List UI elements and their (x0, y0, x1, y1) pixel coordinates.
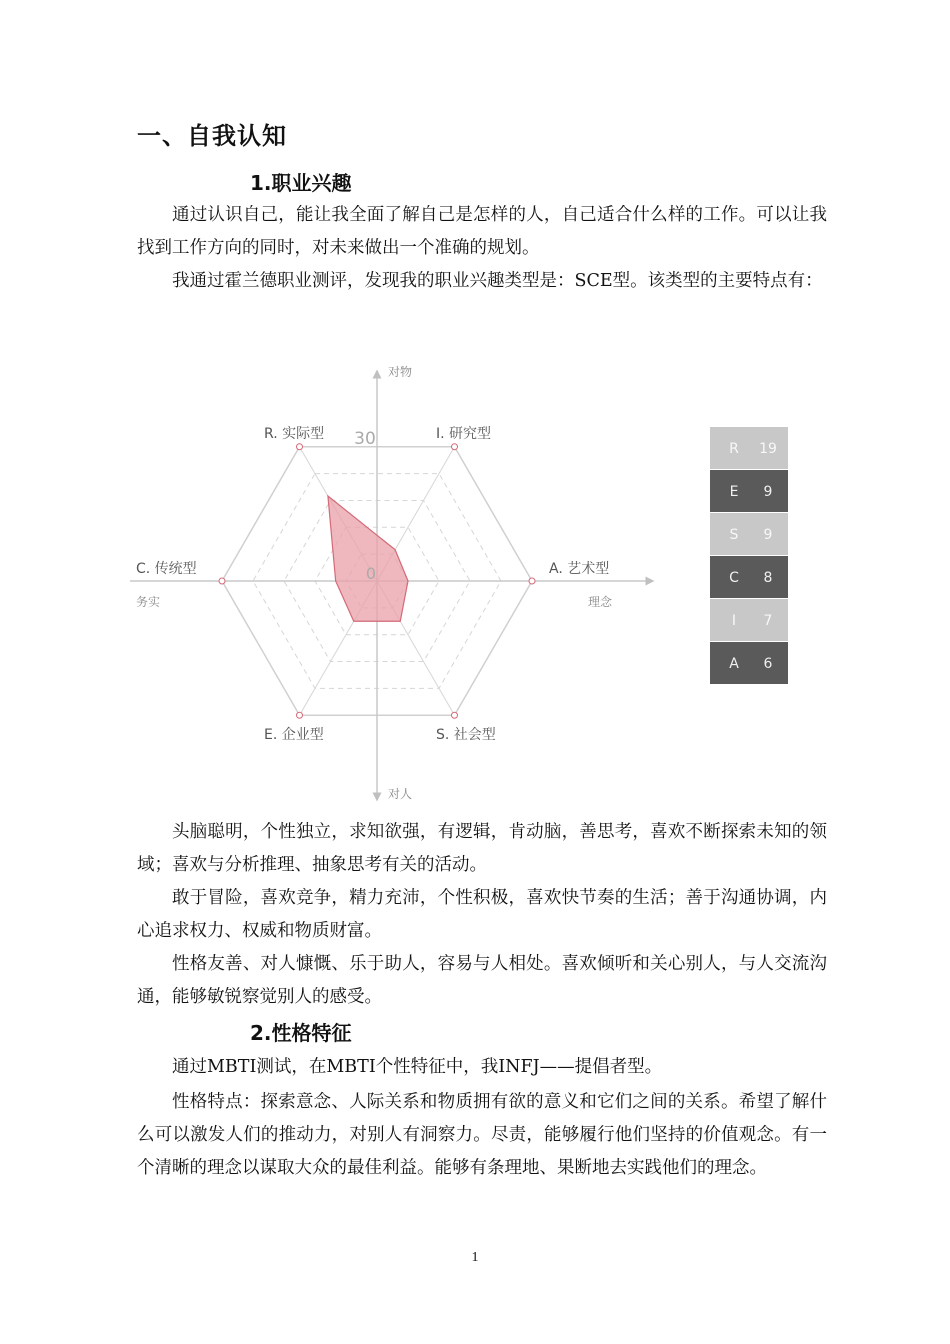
vertex-marker (452, 444, 458, 450)
radar-labels (136, 364, 613, 801)
paragraph-trait-1: 头脑聪明，个性独立，求知欲强，有逻辑，肯动脑，善思考，喜欢不断探索未知的领域；喜欢与分析推理、抽象思考有关的活动。 (137, 822, 827, 875)
axis-label-top: 对物 (388, 365, 413, 379)
data-area (328, 496, 408, 621)
score-letter: R (729, 441, 739, 457)
vertex-marker (297, 444, 303, 450)
score-value: 6 (763, 656, 773, 672)
score-value: 7 (763, 613, 773, 629)
max-value-label: 30 (354, 429, 376, 449)
axis-label: A. 艺术型 (549, 561, 610, 577)
score-cell (710, 513, 788, 555)
vertex-marker (452, 712, 458, 718)
axis-label: C. 传统型 (136, 561, 197, 577)
score-cell (710, 470, 788, 512)
vertex-marker (219, 578, 225, 584)
page-number: 1 (471, 1250, 479, 1265)
axis-label: I. 研究型 (436, 426, 492, 442)
score-value: 9 (763, 484, 773, 500)
score-letter: A (729, 656, 739, 672)
heading-self-awareness: 一、自我认知 (137, 122, 287, 150)
section-title-career-interest: 1.职业兴趣 (250, 171, 352, 195)
paragraph-intro: 通过认识自己，能让我全面了解自己是怎样的人，自己适合什么样的工作。可以让我找到工作方向的同时，对未来做出一个准确的规划。 (137, 205, 827, 258)
paragraph-trait-2: 敢于冒险，喜欢竞争，精力充沛，个性积极，喜欢快节奏的生活；善于沟通协调，内心追求权力、权威和物质财富。 (137, 888, 827, 941)
score-value: 19 (759, 441, 777, 457)
score-cell (710, 642, 788, 684)
axis-label-right: 理念 (588, 595, 613, 609)
score-cell (710, 556, 788, 598)
holland-radar-chart (130, 352, 810, 812)
axis-label: S. 社会型 (436, 727, 496, 743)
axis-label: R. 实际型 (264, 426, 325, 442)
score-letter: I (731, 613, 737, 629)
score-cell (710, 599, 788, 641)
section-title-personality: 2.性格特征 (250, 1021, 352, 1045)
zero-value-label: 0 (365, 564, 377, 583)
vertex-marker (529, 578, 535, 584)
score-letter: C (729, 570, 739, 586)
score-value: 8 (763, 570, 773, 586)
paragraph-trait-3: 性格友善、对人慷慨、乐于助人，容易与人相处。喜欢倾听和关心别人，与人交流沟通，能够敏锐察觉别人的感受。 (137, 954, 827, 1007)
vertex-marker (297, 712, 303, 718)
axis-label: E. 企业型 (264, 727, 324, 743)
axis-label-left: 务实 (136, 595, 161, 609)
score-letter: E (729, 484, 739, 500)
paragraph-mbti-traits: 性格特点：探索意念、人际关系和物质拥有欲的意义和它们之间的关系。希望了解什么可以激发人们的推动力，对别人有洞察力。尽责，能够履行他们坚持的价值观念。有一个清晰的理念以谋取大众的最佳利益。能够有条理地、果断地去实践他们的理念。 (137, 1092, 827, 1178)
paragraph-mbti: 通过MBTI测试，在MBTI个性特征中，我INFJ——提倡者型。 (172, 1057, 663, 1077)
axis-label-bottom: 对人 (388, 787, 413, 801)
score-value: 9 (763, 527, 773, 543)
paragraph-holland-result: 我通过霍兰德职业测评，发现我的职业兴趣类型是：SCE型。该类型的主要特点有： (172, 271, 823, 291)
score-table (710, 427, 788, 684)
score-letter: S (729, 527, 739, 543)
